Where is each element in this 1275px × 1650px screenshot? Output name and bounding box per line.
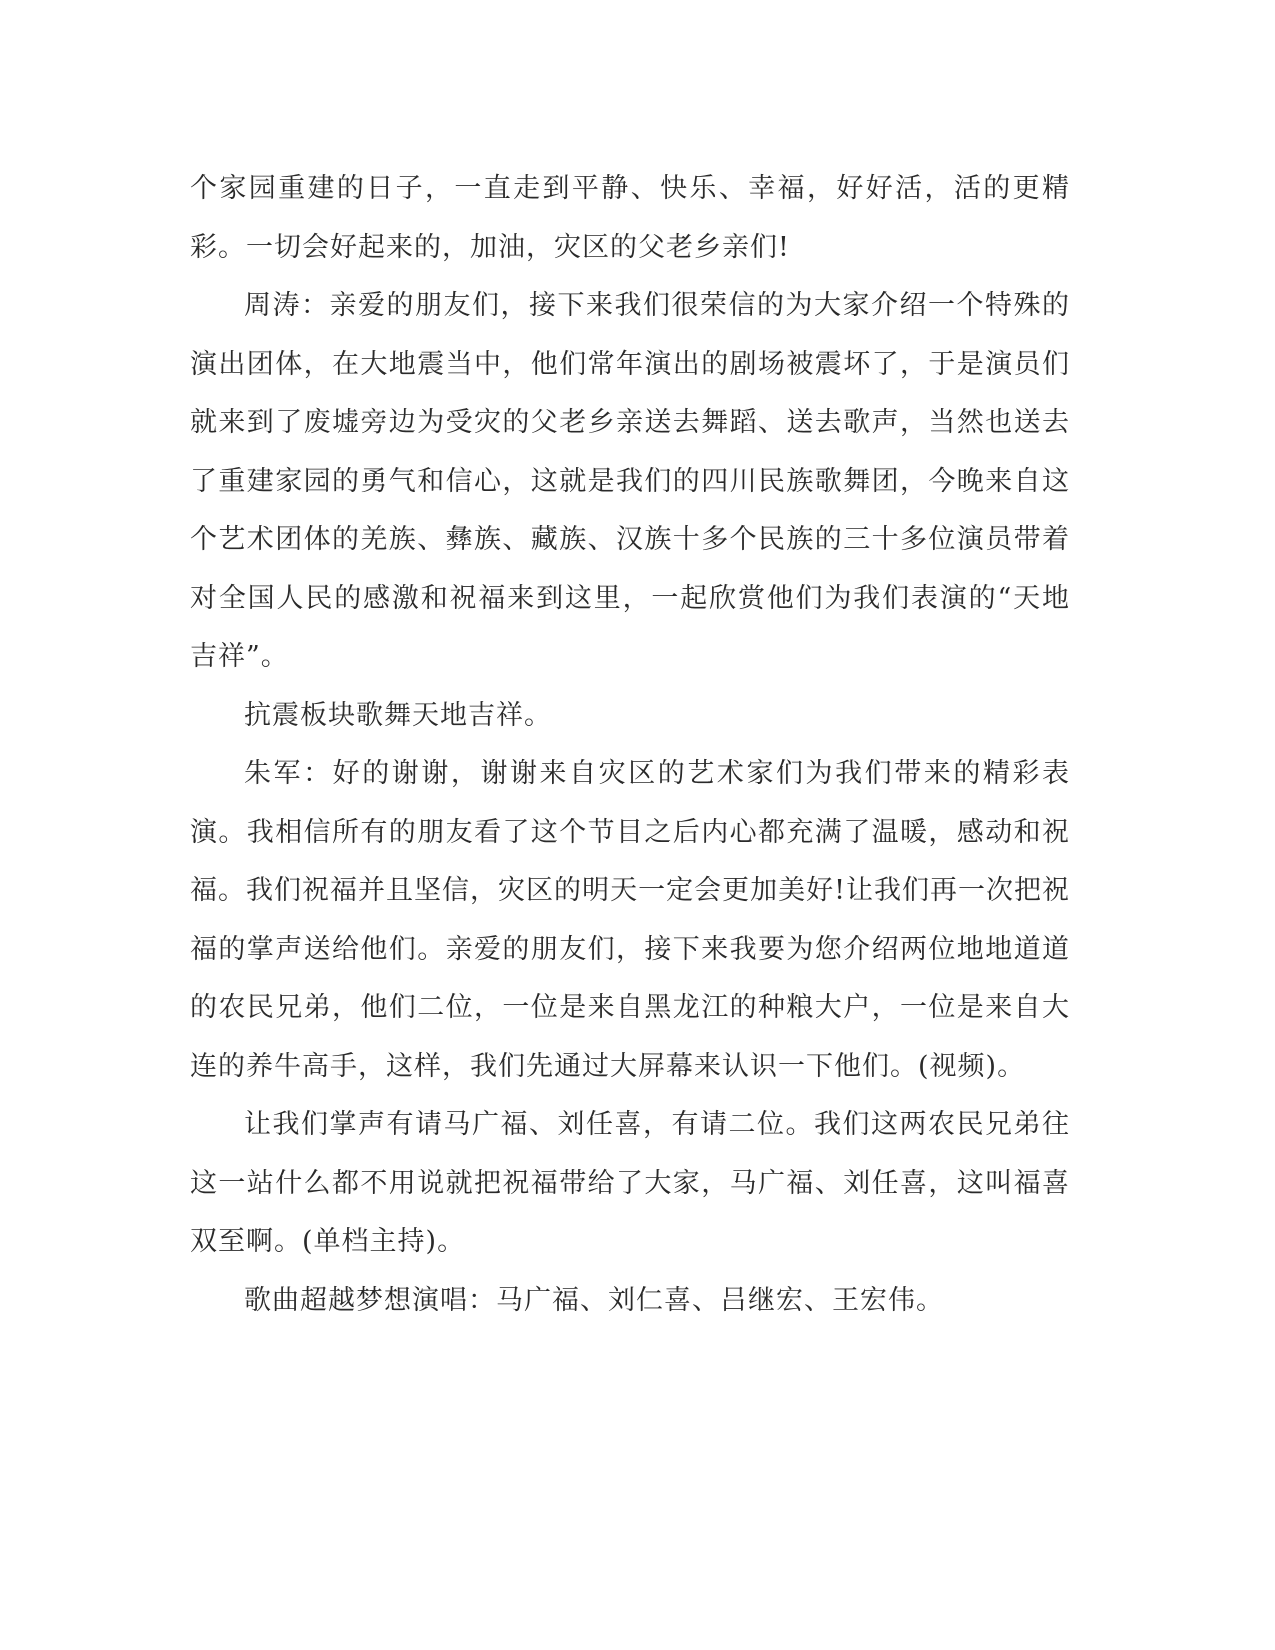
paragraph-zhu-jun: 朱军：好的谢谢，谢谢来自灾区的艺术家们为我们带来的精彩表演。我相信所有的朋友看了这个节目之后内心都充满了温暖，感动和祝福。我们祝福并且坚信，灾区的明天一定会更加美好!让我们再一次把祝福的掌声送给他们。亲爱的朋友们，接下来我要为您介绍两位地地道道的农民兄弟，他们二位，一位是来自黑龙江的种粮大户，一位是来自大连的养牛高手，这样，我们先通过大屏幕来认识一下他们。(视频)。: [190, 758, 1070, 1082]
paragraph-program-song-dance: 抗震板块歌舞天地吉祥。: [244, 699, 552, 731]
paragraph-program-song: 歌曲超越梦想演唱：马广福、刘仁喜、吕继宏、王宏伟。: [244, 1284, 944, 1316]
paragraph-zhou-tao: 周涛：亲爱的朋友们，接下来我们很荣信的为大家介绍一个特殊的演出团体，在大地震当中，他们常年演出的剧场被震坏了，于是演员们就来到了废墟旁边为受灾的父老乡亲送去舞蹈、送去歌声，当然也送去了重建家园的勇气和信心，这就是我们的四川民族歌舞团，今晚来自这个艺术团体的羌族、彝族、藏族、汉族十多个民族的三十多位演员带着对全国人民的感激和祝福来到这里，一起欣赏他们为我们表演的“天地吉祥”。: [190, 290, 1070, 672]
paragraph-applause-guests: 让我们掌声有请马广福、刘任喜，有请二位。我们这两农民兄弟往这一站什么都不用说就把祝福带给了大家，马广福、刘任喜，这叫福喜双至啊。(单档主持)。: [190, 1109, 1070, 1257]
document-body: [190, 160, 1070, 1330]
paragraph-continuation: 个家园重建的日子，一直走到平静、快乐、幸福，好好活，活的更精彩。一切会好起来的，加油，灾区的父老乡亲们!: [190, 173, 1070, 263]
